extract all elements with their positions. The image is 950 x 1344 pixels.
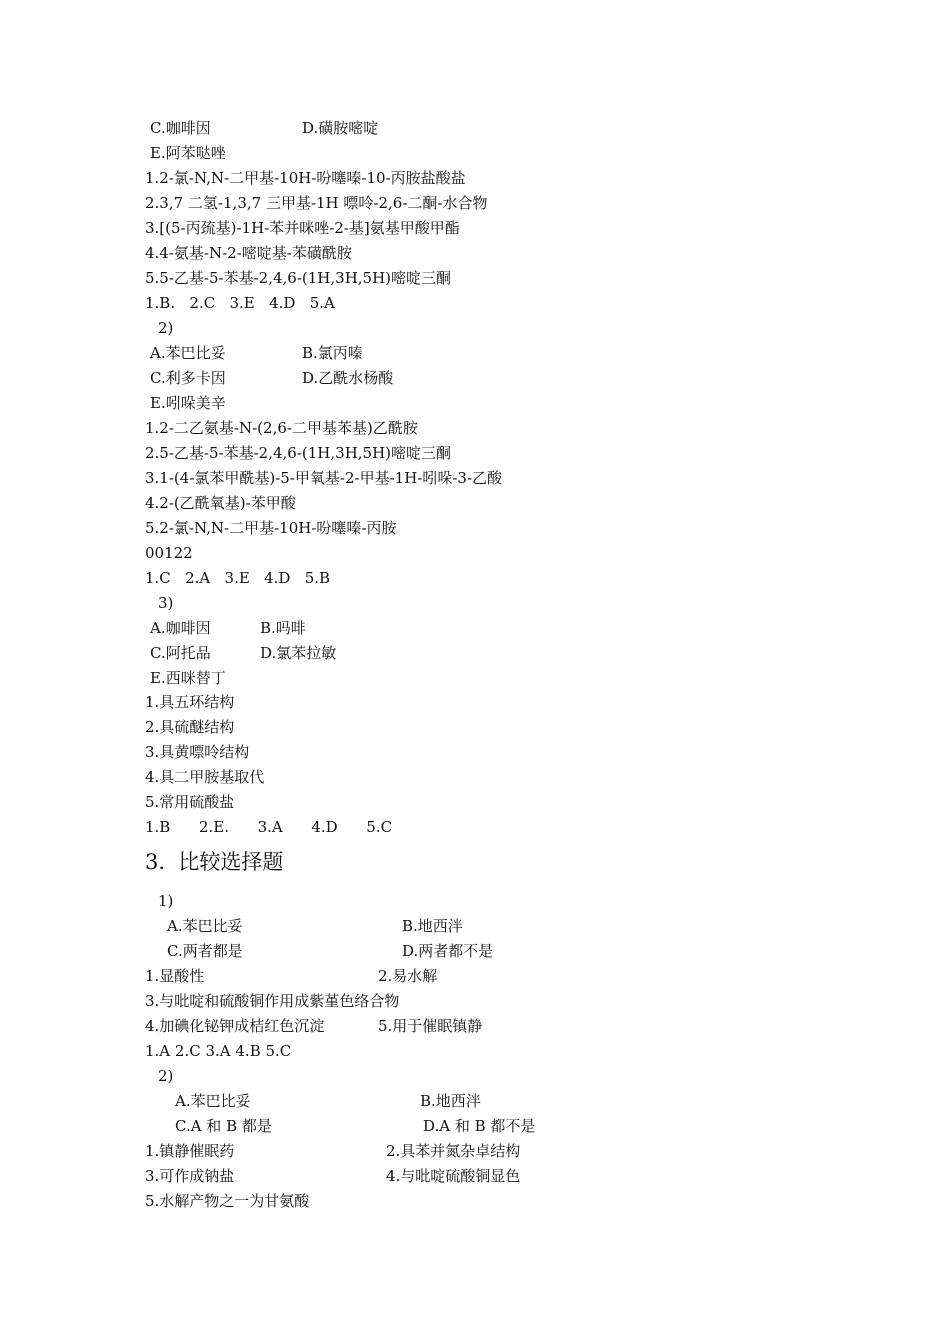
text-line-s2-optE: E.吲哚美辛 bbox=[150, 394, 226, 412]
text-line-s2-q4: 4.2-(乙酰氧基)-苯甲酸 bbox=[145, 494, 296, 512]
text-line-c2-q5: 5.水解产物之一为甘氨酸 bbox=[145, 1192, 310, 1210]
text-line-c2-num: 2) bbox=[158, 1067, 174, 1085]
text-line-c2-q2: 2.具苯并氮杂卓结构 bbox=[386, 1142, 521, 1160]
section-heading: 3. 比较选择题 bbox=[145, 850, 284, 874]
text-line-s3-optD: D.氯苯拉敏 bbox=[260, 644, 337, 662]
text-line-c1-optA: A.苯巴比妥 bbox=[167, 917, 243, 935]
text-line-s2-ans: 1.C 2.A 3.E 4.D 5.B bbox=[145, 569, 331, 587]
text-line-s2-q3: 3.1-(4-氯苯甲酰基)-5-甲氧基-2-甲基-1H-吲哚-3-乙酸 bbox=[145, 469, 503, 487]
text-line-s1-optD: D.磺胺嘧啶 bbox=[302, 119, 379, 137]
text-line-s2-optA: A.苯巴比妥 bbox=[150, 344, 226, 362]
text-line-c1-num: 1) bbox=[158, 892, 174, 910]
text-line-s2-q1: 1.2-二乙氨基-N-(2,6-二甲基苯基)乙酰胺 bbox=[145, 419, 418, 437]
text-line-c1-q5: 5.用于催眠镇静 bbox=[378, 1017, 483, 1035]
text-line-s3-q4: 4.具二甲胺基取代 bbox=[145, 768, 265, 786]
text-line-c2-optA: A.苯巴比妥 bbox=[175, 1092, 251, 1110]
text-line-s2-q2: 2.5-乙基-5-苯基-2,4,6-(1H,3H,5H)嘧啶三酮 bbox=[145, 444, 452, 462]
text-line-c1-q2: 2.易水解 bbox=[378, 967, 438, 985]
text-line-c2-optC: C.A 和 B 都是 bbox=[175, 1117, 272, 1135]
text-line-s3-num: 3) bbox=[158, 594, 174, 612]
text-line-c1-optD: D.两者都不是 bbox=[402, 942, 494, 960]
text-line-c2-q3: 3.可作成钠盐 bbox=[145, 1167, 235, 1185]
text-line-c2-q4: 4.与吡啶硫酸铜显色 bbox=[386, 1167, 521, 1185]
text-line-c1-optB: B.地西泮 bbox=[402, 917, 463, 935]
text-line-c1-optC: C.两者都是 bbox=[167, 942, 243, 960]
text-line-s2-optB: B.氯丙嗪 bbox=[302, 344, 363, 362]
text-line-s3-optA: A.咖啡因 bbox=[150, 619, 211, 637]
text-line-s1-q4: 4.4-氨基-N-2-嘧啶基-苯磺酰胺 bbox=[145, 244, 352, 262]
text-line-s3-q5: 5.常用硫酸盐 bbox=[145, 793, 235, 811]
text-line-s3-ans: 1.B 2.E. 3.A 4.D 5.C bbox=[145, 818, 393, 836]
text-line-c2-optD: D.A 和 B 都不是 bbox=[423, 1117, 536, 1135]
text-line-c2-q1: 1.镇静催眠药 bbox=[145, 1142, 235, 1160]
text-line-c2-optB: B.地西泮 bbox=[420, 1092, 481, 1110]
text-line-s1-optC: C.咖啡因 bbox=[150, 119, 211, 137]
text-line-s2-optC: C.利多卡因 bbox=[150, 369, 226, 387]
text-line-s2-optD: D.乙酰水杨酸 bbox=[302, 369, 394, 387]
text-line-s1-q1: 1.2-氯-N,N-二甲基-10H-吩噻嗪-10-丙胺盐酸盐 bbox=[145, 169, 466, 187]
text-line-s3-optC: C.阿托品 bbox=[150, 644, 211, 662]
text-line-s3-q1: 1.具五环结构 bbox=[145, 693, 235, 711]
text-line-s1-q2: 2.3,7 二氢-1,3,7 三甲基-1H 嘌呤-2,6-二酮-水合物 bbox=[145, 194, 488, 212]
text-line-c1-q3: 3.与吡啶和硫酸铜作用成紫堇色络合物 bbox=[145, 992, 400, 1010]
text-line-s3-q3: 3.具黄嘌呤结构 bbox=[145, 743, 250, 761]
text-line-s1-optE: E.阿苯哒唑 bbox=[150, 144, 226, 162]
text-line-c1-ans: 1.A 2.C 3.A 4.B 5.C bbox=[145, 1042, 292, 1060]
text-line-s2-code: 00122 bbox=[145, 544, 193, 562]
text-line-s3-q2: 2.具硫醚结构 bbox=[145, 718, 235, 736]
text-line-s2-q5: 5.2-氯-N,N-二甲基-10H-吩噻嗪-丙胺 bbox=[145, 519, 397, 537]
text-line-s3-optB: B.吗啡 bbox=[260, 619, 306, 637]
text-line-s3-optE: E.西咪替丁 bbox=[150, 669, 226, 687]
text-line-c1-q4: 4.加碘化铋钾成桔红色沉淀 bbox=[145, 1017, 325, 1035]
text-line-c1-q1: 1.显酸性 bbox=[145, 967, 205, 985]
text-line-s1-ans: 1.B. 2.C 3.E 4.D 5.A bbox=[145, 294, 335, 312]
text-line-s2-num: 2) bbox=[158, 319, 174, 337]
text-line-s1-q5: 5.5-乙基-5-苯基-2,4,6-(1H,3H,5H)嘧啶三酮 bbox=[145, 269, 452, 287]
text-line-s1-q3: 3.[(5-丙巯基)-1H-苯并咪唑-2-基]氨基甲酸甲酯 bbox=[145, 219, 460, 237]
